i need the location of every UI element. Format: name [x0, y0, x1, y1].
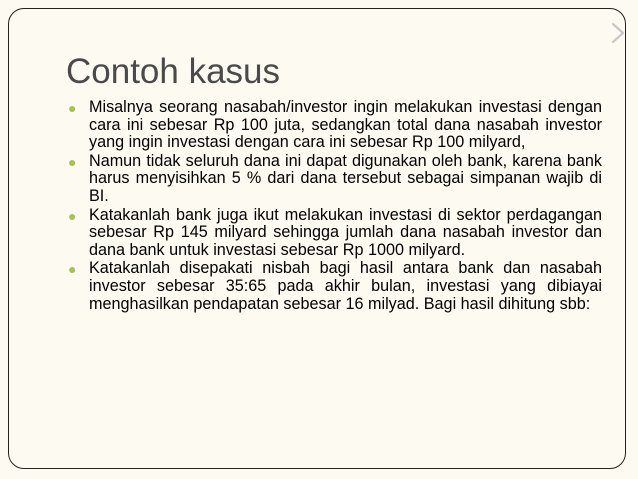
bullet-dot-icon: ●: [68, 261, 77, 278]
bullet-dot-icon: ●: [68, 207, 77, 224]
bullet-item: [68, 260, 602, 313]
bullet-text: Katakanlah bank juga ikut melakukan investasi di sektor perdagangan sebesar Rp 145 milyard sehingga jumlah dana nasabah investor dan dana bank untuk investasi sebesar Rp 1000 milyard.: [89, 205, 602, 259]
bullet-dot-icon: ●: [68, 153, 77, 170]
bullet-text: Misalnya seorang nasabah/investor ingin melakukan investasi dengan cara ini sebesar Rp 100 juta, sedangkan total dana nasabah investor yang ingin investasi dengan cara ini sebesar Rp 100 milyard,: [89, 98, 602, 152]
bullet-text: Katakanlah disepakati nisbah bagi hasil antara bank dan nasabah investor sebesar 35:65 pada akhir bulan, investasi yang dibiayai menghasilkan pendapatan sebesar 16 milyad. Bagi hasil dihitung sbb:: [89, 259, 602, 313]
bullet-dot-icon: ●: [68, 100, 77, 116]
bullet-list: [68, 99, 602, 314]
chevron-right-icon[interactable]: [611, 22, 625, 44]
slide-title: Contoh kasus: [66, 52, 281, 91]
bullet-text: Namun tidak seluruh dana ini dapat digunakan oleh bank, karena bank harus menyisihkan 5 % dari dana tersebut sebagai simpanan wajib di BI.: [89, 151, 602, 205]
bullet-item: [68, 207, 602, 260]
bullet-item: [68, 99, 602, 152]
bullet-item: [68, 153, 602, 206]
